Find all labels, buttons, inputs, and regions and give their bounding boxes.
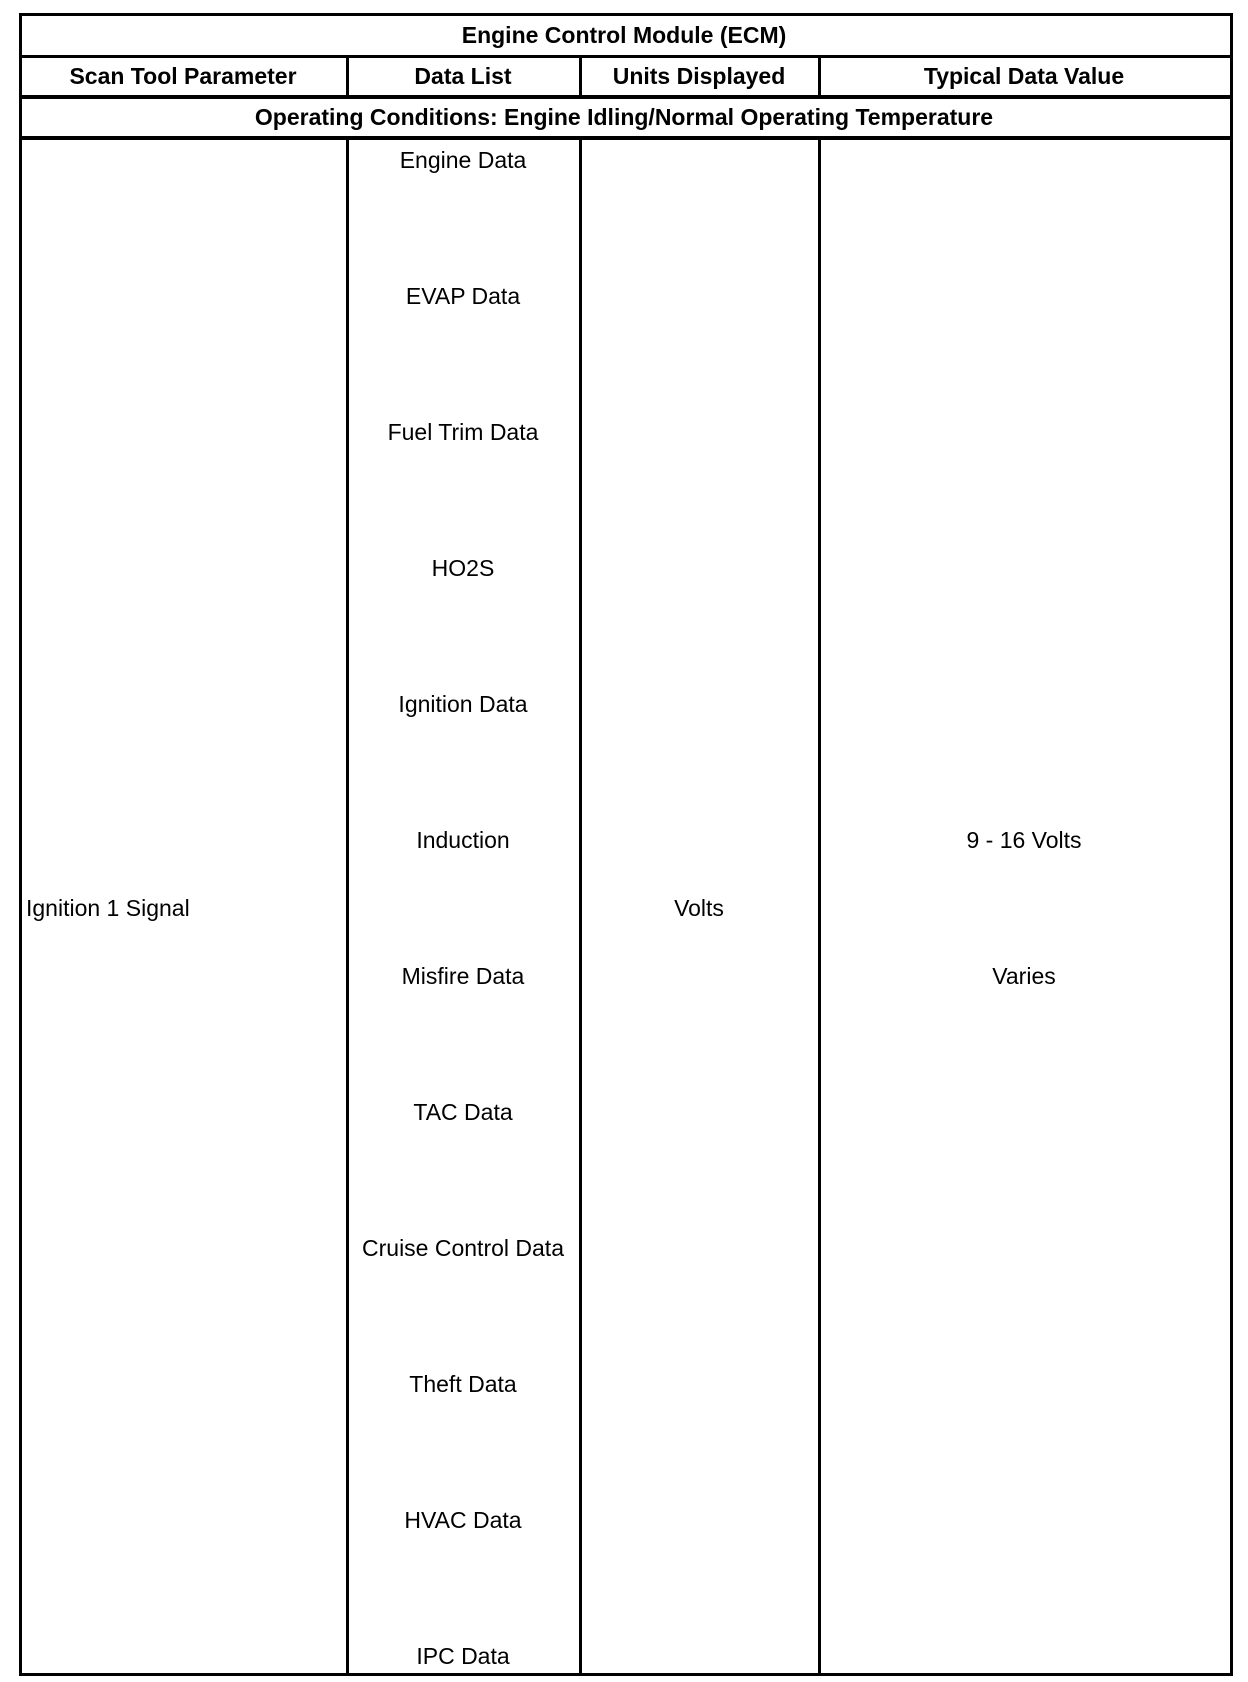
data-list-item: Fuel Trim Data: [387, 419, 539, 445]
data-list-item: IPC Data: [416, 1643, 510, 1669]
title-divider: [19, 55, 1233, 58]
data-list-item: HVAC Data: [404, 1507, 522, 1533]
typical-value-varies: Varies: [992, 963, 1056, 989]
conditions-divider: [19, 136, 1233, 140]
data-list-item: Induction: [416, 827, 510, 853]
data-list-item: EVAP Data: [405, 283, 521, 309]
data-list-item: Ignition Data: [398, 691, 528, 717]
units-volts: Volts: [674, 895, 724, 921]
header-scan-tool-parameter: Scan Tool Parameter: [69, 63, 297, 89]
header-col-divider-1: [346, 56, 349, 97]
body-col-divider-3: [818, 138, 821, 1675]
typical-value-volts-range: 9 - 16 Volts: [966, 827, 1082, 853]
data-list-item: HO2S: [431, 555, 495, 581]
data-list-item: Engine Data: [399, 147, 527, 173]
body-col-divider-2: [579, 138, 582, 1675]
body-col-divider-1: [346, 138, 349, 1675]
operating-conditions: Operating Conditions: Engine Idling/Normal Operating Temperature: [254, 104, 994, 130]
table-title: Engine Control Module (ECM): [461, 22, 787, 48]
header-col-divider-3: [818, 56, 821, 97]
header-divider: [19, 95, 1233, 99]
data-list-item: Theft Data: [409, 1371, 517, 1397]
header-col-divider-2: [579, 56, 582, 97]
header-units-displayed: Units Displayed: [612, 63, 786, 89]
header-data-list: Data List: [414, 63, 512, 89]
parameter-ignition-1-signal: Ignition 1 Signal: [26, 895, 190, 921]
header-typical-data-value: Typical Data Value: [923, 63, 1125, 89]
data-list-item: Cruise Control Data: [362, 1235, 564, 1261]
data-list-item: Misfire Data: [401, 963, 525, 989]
data-list-item: TAC Data: [413, 1099, 513, 1125]
